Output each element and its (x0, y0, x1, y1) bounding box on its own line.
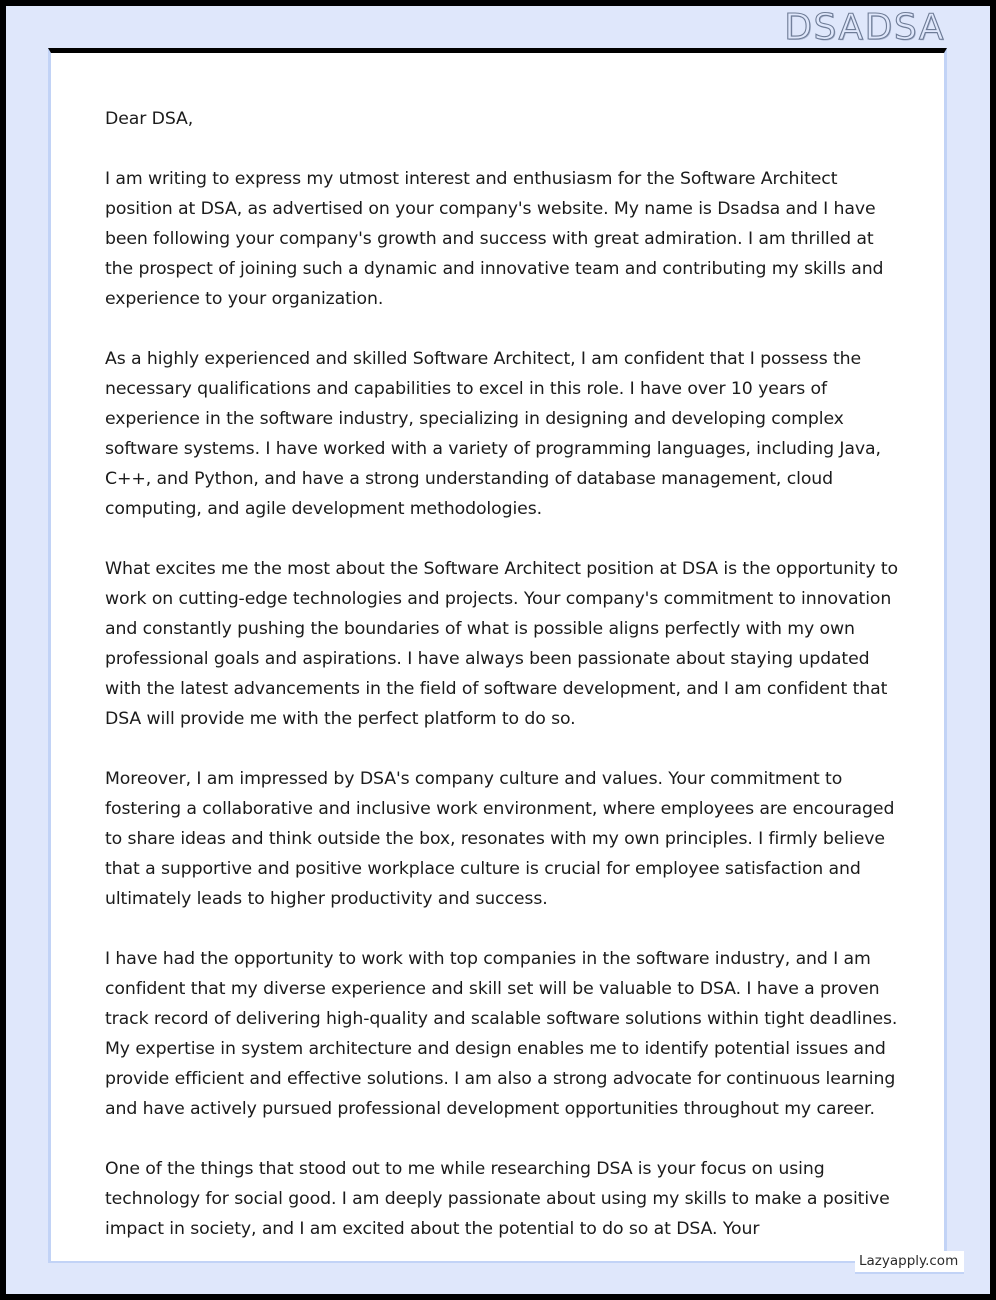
cover-letter-text (105, 104, 905, 1244)
letter-paragraph: As a highly experienced and skilled Software Architect, I am confident that I possess the necessary qualifications and capabilities to excel in this role. I have over 10 years of experience in the software industry, specializing in designing and developing complex software systems. I have worked with a variety of programming languages, including Java, C++, and Python, and have a strong understanding of database management, cloud computing, and agile development methodologies. (105, 349, 887, 519)
letter-paragraph: I am writing to express my utmost interest and enthusiasm for the Software Architect position at DSA, as advertised on your company's website. My name is Dsadsa and I have been following your company's growth and success with great admiration. I am thrilled at the prospect of joining such a dynamic and innovative team and contributing my skills and experience to your organization. (105, 169, 889, 309)
page-title: DSADSA (784, 7, 945, 48)
document-header-band (6, 6, 990, 48)
letter-paragraph: Moreover, I am impressed by DSA's company culture and values. Your commitment to fostering a collaborative and inclusive work environment, where employees are encouraged to share ideas and think outside the box, resonates with my own principles. I firmly believe that a supportive and positive workplace culture is crucial for employee satisfaction and ultimately leads to higher productivity and success. (105, 769, 900, 909)
letter-salutation: Dear DSA, (105, 109, 194, 129)
letter-paragraph: I have had the opportunity to work with top companies in the software industry, and I am confident that my diverse experience and skill set will be valuable to DSA. I have a proven track record of delivering high-quality and scalable software solutions within tight deadlines. My expertise in system architecture and design enables me to identify potential issues and provide efficient and effective solutions. I am also a strong advocate for continuous learning and have actively pursued professional development opportunities throughout my career. (105, 949, 903, 1119)
lazyapply-watermark: Lazyapply.com (855, 1251, 964, 1272)
letter-paragraph: One of the things that stood out to me while researching DSA is your focus on using technology for social good. I am deeply passionate about using my skills to make a positive impact in society, and I am excited about the potential to do so at DSA. Your (105, 1159, 896, 1239)
letter-paragraph: What excites me the most about the Software Architect position at DSA is the opportunity to work on cutting-edge technologies and projects. Your company's commitment to innovation and constantly pushing the boundaries of what is possible aligns perfectly with my own professional goals and aspirations. I have always been passionate about staying updated with the latest advancements in the field of software development, and I am confident that DSA will provide me with the perfect platform to do so. (105, 559, 904, 729)
